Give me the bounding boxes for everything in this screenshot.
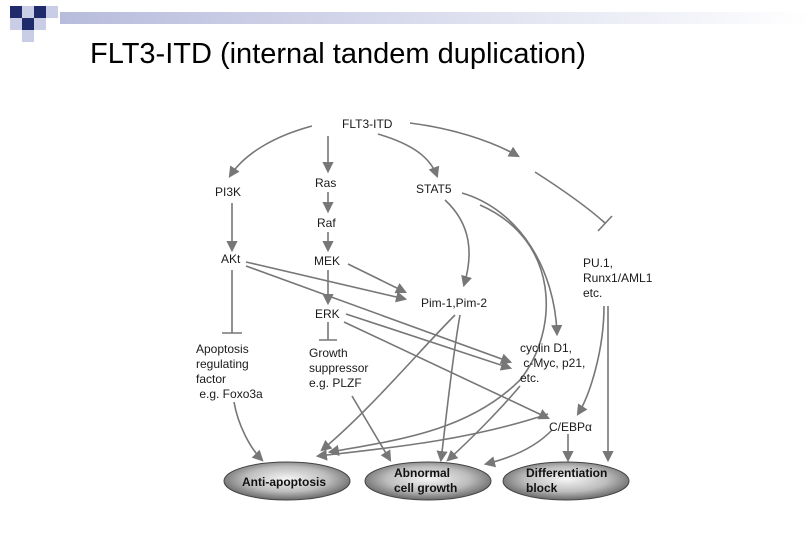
outcome-abnormal-growth [365,462,491,500]
node-growth-line: suppressor [309,361,369,375]
node-stat5: STAT5 [416,182,452,196]
edge-flt3-to-pi3k [230,126,312,176]
outcome-label: Anti-apoptosis [242,475,326,489]
node-apoptosis-line: Apoptosis [196,342,249,356]
node-growth-line: e.g. PLZF [309,376,362,390]
outcome-label-line: Differentiation [526,466,608,480]
edge-erk-to-cebpa [344,322,548,418]
outcome-label-line: block [526,481,558,495]
edge-flt3-to-right [410,123,518,156]
edge-cebpa-to-abnormal [486,430,552,464]
edge-erk-to-cyclin [346,314,510,368]
edge-apoptosis-to-antiapoptosis [234,402,262,460]
node-ras: Ras [315,176,337,190]
node-growth-suppressor [309,346,372,390]
node-erk: ERK [315,307,340,321]
node-cebpa: C/EBPα [549,420,592,434]
edge-stat5-to-pim [445,200,469,285]
edge-akt-to-cyclin [246,266,510,362]
node-pu1 [583,256,656,300]
node-apoptosis-line: regulating [196,357,249,371]
node-cyclin-line: c-Myc, p21, [520,356,586,370]
outcome-label [394,466,457,495]
node-akt: AKt [221,252,241,266]
edge-flt3-to-stat5 [378,134,437,176]
node-cyclin [520,341,589,385]
pathway-nodes [196,117,656,434]
node-growth-line: Growth [309,346,348,360]
outcome-anti-apoptosis [224,462,350,500]
node-pi3k: PI3K [215,185,242,199]
node-pu1-line: Runx1/AML1 [583,271,653,285]
slide-title: FLT3-ITD (internal tandem duplication) [90,38,586,70]
node-pu1-line: etc. [583,286,603,300]
pathway-edges [222,123,612,464]
node-apoptosis-factor [196,342,263,401]
node-cyclin-line: etc. [520,371,540,385]
edge-cyclin-to-antiapoptosis [318,414,548,456]
node-raf: Raf [317,216,336,230]
node-apoptosis-line: e.g. Foxo3a [196,387,263,401]
outcome-differentiation-block [503,462,629,500]
node-pim: Pim-1,Pim-2 [421,296,488,310]
edge-cyclin-to-abnormal [448,386,520,460]
node-flt3-itd: FLT3-ITD [342,117,393,131]
edge-stat5-to-cyclin [462,193,557,334]
node-mek: MEK [314,254,341,268]
outcome-label-line: Abnormal [394,466,451,480]
inhibit-to-pu1 [535,172,605,223]
node-pu1-line: PU.1, [583,256,614,270]
node-apoptosis-line: factor [196,372,227,386]
outcome-label-line: cell growth [394,481,458,495]
node-cyclin-line: cyclin D1, [520,341,573,355]
